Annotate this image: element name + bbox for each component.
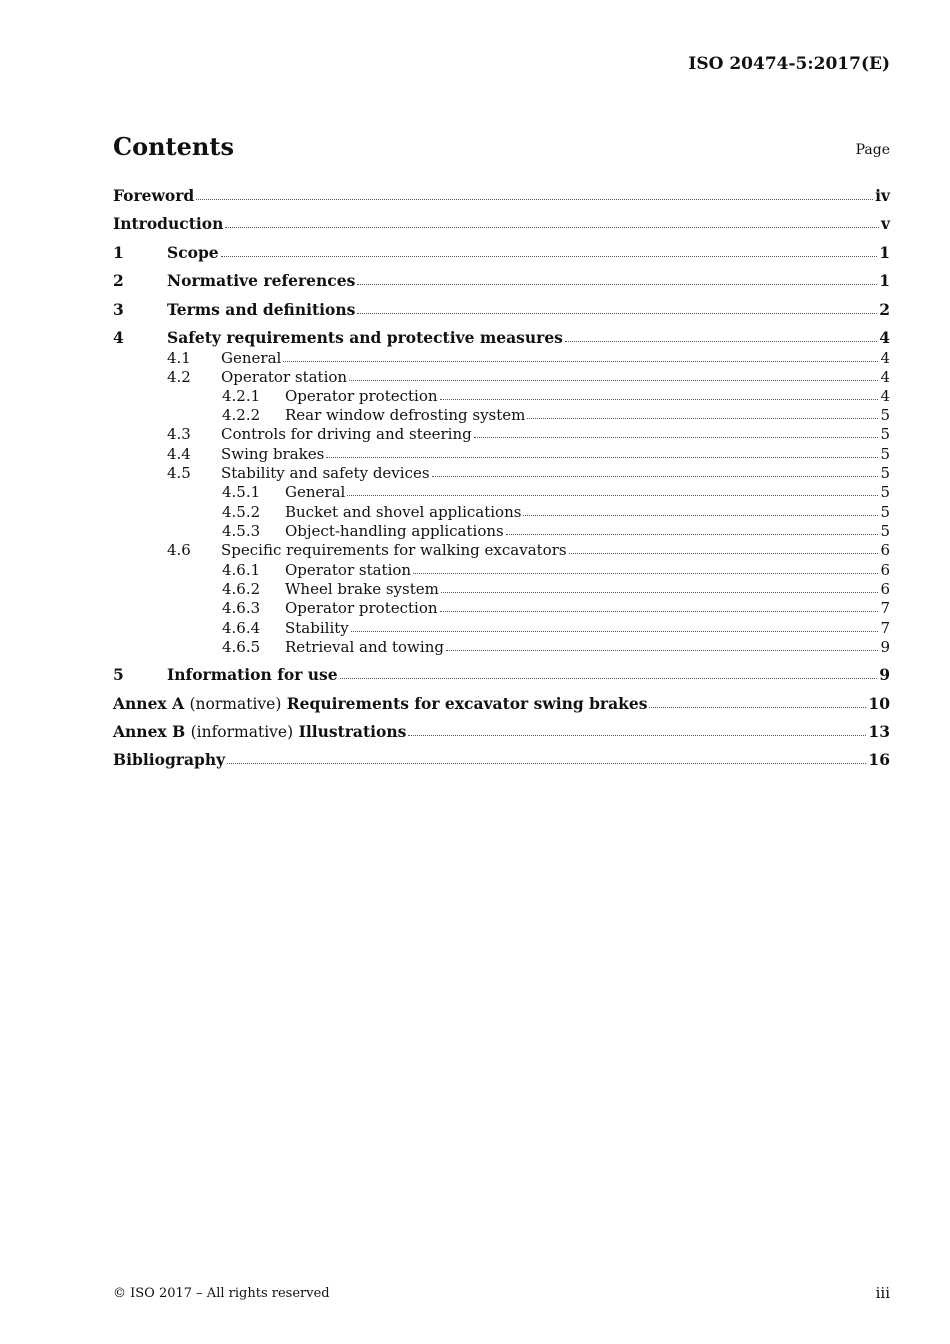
toc-entry[interactable] [113, 187, 890, 205]
toc-entry-page: 13 [868, 722, 890, 741]
dot-leader [340, 674, 878, 679]
toc-entry-page: 4 [880, 387, 890, 405]
dot-leader [440, 395, 879, 400]
toc-entry-page: 4 [880, 349, 890, 367]
toc-entry-title: Bucket and shovel applications [285, 503, 522, 521]
toc-entry-number: 4.6.1 [222, 561, 261, 579]
annex-title: Requirements for excavator swing brakes [286, 694, 648, 713]
toc-entry-number: 4.6.4 [222, 619, 261, 637]
document-id: ISO 20474-5:2017(E) [688, 54, 890, 74]
dot-leader [446, 646, 878, 651]
toc-entry-title: Operator protection [285, 599, 438, 617]
dot-leader [227, 759, 866, 764]
toc-entry-page: 5 [880, 464, 890, 482]
annex-label: Annex A [113, 694, 185, 713]
toc-entry-page: 9 [880, 638, 890, 656]
dot-leader [569, 549, 879, 554]
contents-title: Contents [113, 132, 234, 161]
toc-entry[interactable] [113, 244, 890, 262]
toc-entry[interactable] [113, 425, 890, 443]
toc-entry[interactable] [113, 751, 890, 769]
toc-entry-title [113, 695, 647, 713]
toc-entry-page: 2 [879, 300, 890, 319]
toc-entry-page: 4 [879, 328, 890, 347]
dot-leader [506, 530, 879, 535]
dot-leader [441, 588, 879, 593]
toc-entry-title: Specific requirements for walking excavators [221, 541, 567, 559]
toc-entry-page: 16 [868, 750, 890, 769]
toc-entry-title [113, 723, 406, 741]
toc-entry[interactable] [113, 522, 890, 540]
toc-entry-title: Operator protection [285, 387, 438, 405]
toc-entry-title: Stability and safety devices [221, 464, 430, 482]
toc-entry-title: Terms and definitions [167, 300, 356, 319]
toc-entry-page: 9 [879, 665, 890, 684]
toc-entry-page: 5 [880, 522, 890, 540]
dot-leader [347, 491, 878, 496]
toc-entry-number: 4.6 [167, 541, 191, 559]
toc-entry-page: 7 [880, 599, 890, 617]
toc-entry-title: Object-handling applications [285, 522, 504, 540]
toc-entry-title: Wheel brake system [285, 580, 439, 598]
toc-entry-page: 10 [868, 694, 890, 713]
toc-entry[interactable] [113, 464, 890, 482]
toc-entry-title: Bibliography [113, 750, 226, 769]
toc-entry-title: Controls for driving and steering [221, 425, 472, 443]
toc-entry[interactable] [113, 301, 890, 319]
dot-leader [357, 280, 877, 285]
annex-label: Annex B [113, 722, 186, 741]
toc-entry[interactable] [113, 638, 890, 656]
toc-entry-title: Rear window defrosting system [285, 406, 526, 424]
toc-entry-number: 4.6.2 [222, 580, 261, 598]
toc-entry[interactable] [113, 387, 890, 405]
toc-entry[interactable] [113, 695, 890, 713]
toc-entry-page: 5 [880, 483, 890, 501]
annex-type: (informative) [190, 723, 294, 741]
toc-entry-number: 4.2 [167, 368, 191, 386]
toc-entry-title: Swing brakes [221, 445, 325, 463]
toc-entry[interactable] [113, 666, 890, 684]
toc-entry-title: Normative references [167, 271, 356, 290]
toc-entry-title: Stability [285, 619, 349, 637]
dot-leader [326, 453, 878, 458]
toc-entry-number: 1 [113, 243, 124, 262]
toc-entry[interactable] [113, 580, 890, 598]
dot-leader [474, 433, 879, 438]
copyright-notice: © ISO 2017 – All rights reserved [113, 1286, 330, 1301]
toc-entry-page: 7 [880, 619, 890, 637]
toc-entry[interactable] [113, 445, 890, 463]
toc-entry-page: 5 [880, 503, 890, 521]
toc-entry-number: 4.4 [167, 445, 191, 463]
dot-leader [408, 731, 866, 736]
toc-entry-page: 1 [879, 271, 890, 290]
toc-entry[interactable] [113, 541, 890, 559]
dot-leader [221, 252, 878, 257]
toc-entry-page: 6 [880, 580, 890, 598]
dot-leader [649, 703, 866, 708]
toc-entry[interactable] [113, 503, 890, 521]
toc-entry[interactable] [113, 349, 890, 367]
toc-entry-page: 5 [880, 445, 890, 463]
toc-entry-title: Retrieval and towing [285, 638, 444, 656]
toc-entry-number: 4.5 [167, 464, 191, 482]
toc-entry-title: General [221, 349, 282, 367]
toc-entry-number: 4.6.3 [222, 599, 261, 617]
toc-entry[interactable] [113, 599, 890, 617]
page-column-label: Page [855, 142, 890, 158]
toc-entry-title: Operator station [285, 561, 412, 579]
toc-entry-title: Information for use [167, 665, 338, 684]
dot-leader [283, 357, 878, 362]
toc-entry-number: 4 [113, 328, 124, 347]
dot-leader [565, 337, 877, 342]
toc-entry[interactable] [113, 561, 890, 579]
toc-entry-number: 3 [113, 300, 124, 319]
toc-entry-number: 4.1 [167, 349, 191, 367]
dot-leader [440, 607, 879, 612]
toc-entry-number: 2 [113, 271, 124, 290]
toc-entry[interactable] [113, 368, 890, 386]
toc-entry[interactable] [113, 215, 890, 233]
toc-entry[interactable] [113, 272, 890, 290]
toc-entry-page: iv [875, 186, 890, 205]
toc-entry-number: 4.5.2 [222, 503, 261, 521]
toc-entry-title: Scope [167, 243, 219, 262]
toc-entry[interactable] [113, 619, 890, 637]
dot-leader [432, 472, 879, 477]
toc-entry-page: 6 [880, 541, 890, 559]
dot-leader [225, 223, 879, 228]
toc-entry-page: 6 [880, 561, 890, 579]
dot-leader [357, 309, 877, 314]
toc-entry-number: 4.2.1 [222, 387, 261, 405]
annex-title: Illustrations [298, 722, 407, 741]
toc-entry[interactable] [113, 483, 890, 501]
toc-entry-page: v [880, 214, 890, 233]
dot-leader [351, 627, 879, 632]
toc-entry-number: 4.5.1 [222, 483, 261, 501]
toc-entry[interactable] [113, 406, 890, 424]
annex-type: (normative) [189, 695, 282, 713]
page-number: iii [875, 1284, 890, 1302]
toc-entry-number: 4.5.3 [222, 522, 261, 540]
toc-entry-title: Operator station [221, 368, 348, 386]
toc-entry-title: Foreword [113, 186, 195, 205]
dot-leader [523, 511, 878, 516]
toc-entry-page: 4 [880, 368, 890, 386]
toc-entry[interactable] [113, 723, 890, 741]
dot-leader [527, 414, 878, 419]
toc-entry-number: 4.3 [167, 425, 191, 443]
dot-leader [196, 195, 873, 200]
toc-entry-page: 5 [880, 425, 890, 443]
toc-entry-title: General [285, 483, 346, 501]
toc-entry-page: 5 [880, 406, 890, 424]
toc-entry-page: 1 [879, 243, 890, 262]
toc-entry[interactable] [113, 329, 890, 347]
toc-entry-number: 4.2.2 [222, 406, 261, 424]
toc-entry-number: 4.6.5 [222, 638, 261, 656]
toc-entry-number: 5 [113, 665, 124, 684]
toc-entry-title: Safety requirements and protective measures [167, 328, 563, 347]
dot-leader [413, 569, 878, 574]
dot-leader [349, 376, 878, 381]
toc-entry-title: Introduction [113, 214, 224, 233]
